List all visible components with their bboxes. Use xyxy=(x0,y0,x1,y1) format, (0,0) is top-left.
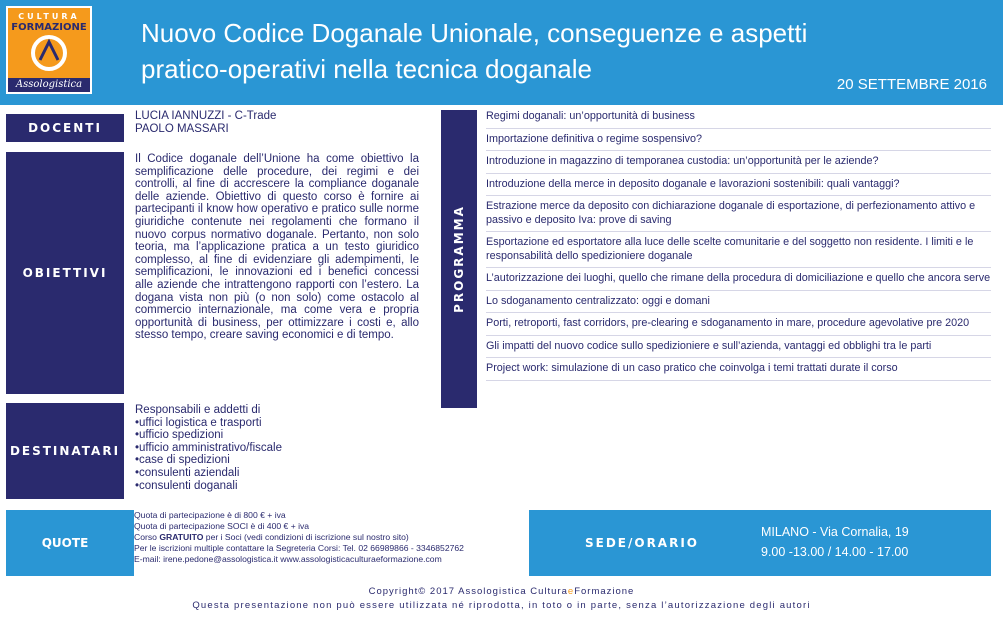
sede-address: MILANO - Via Cornalia, 19 xyxy=(761,525,909,539)
list-item: Estrazione merce da deposito con dichiarazione doganale di esportazione, di perfezionamento attivo e passivo e deposito Iva: prove di saving xyxy=(486,200,991,232)
event-date: 20 SETTEMBRE 2016 xyxy=(836,76,987,93)
quote-line xyxy=(134,532,520,543)
logo-mark-icon xyxy=(28,34,70,72)
copyright-pre: Copyright© 2017 Assologistica Cultura xyxy=(368,586,568,597)
list-item: Introduzione in magazzino di temporanea custodia: un’opportunità per le aziende? xyxy=(486,155,991,174)
destinatari-label: DESTINATARI xyxy=(6,403,124,499)
quote-label: QUOTE xyxy=(41,536,89,550)
list-item: Lo sdoganamento centralizzato: oggi e domani xyxy=(486,295,991,314)
logo-mid-text: FORMAZIONE xyxy=(11,22,87,33)
list-item: • consulenti doganali xyxy=(135,480,419,493)
docenti-label: DOCENTI xyxy=(6,114,124,142)
legal-notice: Questa presentazione non può essere utilizzata né riprodotta, in toto o in parte, senza l’autorizzazione degli autori xyxy=(192,600,811,611)
list-item: Gli impatti del nuovo codice sullo spedizioniere e sull’azienda, vantaggi ed obblighi tra le parti xyxy=(486,340,991,359)
quote-line3-post: per i Soci (vedi condizioni di iscrizione sul nostro sito) xyxy=(203,532,409,542)
destinatari-intro: Responsabili e addetti di xyxy=(135,404,261,416)
destinatari-text xyxy=(135,404,419,492)
docente-1: LUCIA IANNUZZI - C-Trade xyxy=(135,110,277,122)
quote-line: Quota di partecipazione è di 800 € + iva xyxy=(134,510,286,520)
obiettivi-label: OBIETTIVI xyxy=(6,152,124,394)
logo xyxy=(6,6,92,94)
logo-bottom-text: Assologistica xyxy=(8,78,90,92)
list-item: Importazione definitiva o regime sospensivo? xyxy=(486,133,991,152)
list-item: • uffici logistica e trasporti xyxy=(135,417,419,430)
list-item: Regimi doganali: un’opportunità di business xyxy=(486,110,991,129)
list-item: L’autorizzazione dei luoghi, quello che rimane della procedura di domiciliazione e quello che ancora serve xyxy=(486,272,991,291)
programma-label-box xyxy=(441,110,477,408)
list-item: Porti, retroporti, fast corridors, pre-clearing e sdoganamento in mare, procedure agevolative pre 2020 xyxy=(486,317,991,336)
quote-section xyxy=(6,510,520,576)
quote-line: Per le iscrizioni multiple contattare la Segreteria Corsi: Tel. 02 66989866 - 3346852762 xyxy=(134,543,464,553)
page-title-line1: Nuovo Codice Doganale Unionale, conseguenze e aspetti xyxy=(141,18,808,48)
sede-label: SEDE/ORARIO xyxy=(584,536,699,550)
docenti-text xyxy=(135,110,419,135)
docente-2: PAOLO MASSARI xyxy=(135,122,229,135)
list-item: Introduzione della merce in deposito doganale e lavorazioni sostenibili: quali vantaggi? xyxy=(486,178,991,197)
list-item: • ufficio spedizioni xyxy=(135,429,419,442)
logo-top-text: CULTURA xyxy=(18,12,80,21)
copyright xyxy=(0,586,1003,597)
list-item: • case di spedizioni xyxy=(135,454,419,467)
sede-section xyxy=(529,510,991,576)
list-item: • ufficio amministrativo/fiscale xyxy=(135,442,419,455)
copyright-post: Formazione xyxy=(574,586,635,597)
programma-list xyxy=(486,110,991,385)
obiettivi-text: Il Codice doganale dell’Unione ha come obiettivo la semplificazione delle procedure, dei regimi e dei controlli, al fine di accrescere la compliance doganale delle aziende. Obiettivo di questo corso è fornire ai partecipanti il know how operativo e pratico sulle norme giuridiche contenute nei regolamenti che formano il nuovo corpus normativo doganale. Pertanto, non solo teoria, ma l’applicazione pratica a un testo giuridico complesso, al fine di evidenziare gli adempimenti, le semplificazioni, le innovazioni ed i benefici concessi alle aziende che intrattengono rapporti con l’estero. La dogana vista non più (o non solo) come ostacolo al commercio internazionale, ma come vera e propria opportunità di business, per ottimizzare i costi e, allo stesso tempo, creare saving economici e di tempo. xyxy=(135,153,419,342)
quote-line3-pre: Corso xyxy=(134,532,160,542)
quote-free-label: GRATUITO xyxy=(159,532,204,542)
list-item: Esportazione ed esportatore alla luce delle scelte comunitarie e del soggetto non residente. I limiti e le responsabilità dello spedizioniere doganale xyxy=(486,236,991,268)
destinatari-list xyxy=(135,417,419,493)
programma-label: PROGRAMMA xyxy=(452,205,466,313)
page-title-line2: pratico-operativi nella tecnica doganale xyxy=(141,54,592,84)
sede-text xyxy=(761,522,909,562)
quote-line: Quota di partecipazione SOCI è di 400 € + iva xyxy=(134,521,310,531)
copyright-e: e xyxy=(567,586,575,597)
list-item: • consulenti aziendali xyxy=(135,467,419,480)
sede-hours: 9.00 -13.00 / 14.00 - 17.00 xyxy=(761,545,909,559)
quote-text xyxy=(134,510,520,576)
header-banner xyxy=(0,0,1003,105)
list-item: Project work: simulazione di un caso pratico che coinvolga i temi trattati durate il corso xyxy=(486,362,991,381)
quote-contact[interactable]: E-mail: irene.pedone@assologistica.it www.assologisticacultura​eformazione.com xyxy=(134,554,442,564)
